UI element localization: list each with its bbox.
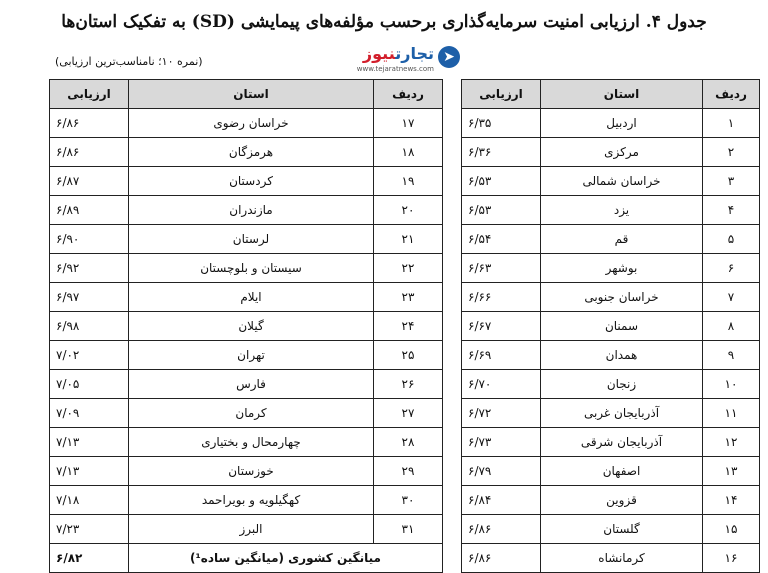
rank-header: ردیف [703, 80, 760, 109]
table-row [50, 196, 443, 225]
province-cell: سیستان و بلوچستان [129, 254, 374, 283]
province-cell: قزوین [541, 486, 703, 515]
score-cell: ۶/۹۷ [50, 283, 129, 312]
score-cell: ۷/۲۳ [50, 515, 129, 544]
province-cell: همدان [541, 341, 703, 370]
rank-cell: ۲ [703, 138, 760, 167]
score-cell: ۶/۸۶ [50, 109, 129, 138]
table-row [50, 341, 443, 370]
rank-cell: ۱۷ [374, 109, 443, 138]
rank-cell: ۱۳ [703, 457, 760, 486]
table-row [462, 312, 760, 341]
publisher-logo [330, 44, 460, 76]
score-cell: ۷/۰۲ [50, 341, 129, 370]
province-cell: البرز [129, 515, 374, 544]
rank-cell: ۷ [703, 283, 760, 312]
province-cell: زنجان [541, 370, 703, 399]
logo-name-part2: نیوز [362, 44, 396, 63]
score-header: ارزیابی [50, 80, 129, 109]
table-row [462, 109, 760, 138]
score-cell: ۷/۱۸ [50, 486, 129, 515]
score-cell: ۶/۹۸ [50, 312, 129, 341]
province-cell: خراسان رضوی [129, 109, 374, 138]
score-cell: ۶/۷۹ [462, 457, 541, 486]
table-row [462, 167, 760, 196]
rank-cell: ۱۰ [703, 370, 760, 399]
province-cell: هرمزگان [129, 138, 374, 167]
table-row [462, 225, 760, 254]
table-row [50, 486, 443, 515]
province-cell: آذربایجان غربی [541, 399, 703, 428]
province-cell: کردستان [129, 167, 374, 196]
province-cell: چهارمحال و بختیاری [129, 428, 374, 457]
rank-cell: ۲۰ [374, 196, 443, 225]
province-header: استان [129, 80, 374, 109]
rank-cell: ۲۴ [374, 312, 443, 341]
province-cell: کهگیلویه و بویراحمد [129, 486, 374, 515]
logo-icon: ➤ [438, 46, 460, 68]
rank-cell: ۲۵ [374, 341, 443, 370]
table-row [462, 486, 760, 515]
province-header: استان [541, 80, 703, 109]
province-cell: خوزستان [129, 457, 374, 486]
rank-cell: ۱۱ [703, 399, 760, 428]
national-average-row [50, 544, 443, 573]
score-cell: ۶/۹۰ [50, 225, 129, 254]
rank-cell: ۲۷ [374, 399, 443, 428]
rank-cell: ۲۶ [374, 370, 443, 399]
rank-cell: ۲۳ [374, 283, 443, 312]
table-title: جدول ۴. ارزیابی امنیت سرمایه‌گذاری برحسب مؤلفه‌های پیمایشی (SD) به تفکیک استان‌ها [61, 12, 707, 32]
rank-cell: ۳۰ [374, 486, 443, 515]
score-header: ارزیابی [462, 80, 541, 109]
score-cell: ۶/۸۹ [50, 196, 129, 225]
table-row [50, 167, 443, 196]
province-cell: لرستان [129, 225, 374, 254]
table-row [50, 225, 443, 254]
score-cell: ۶/۶۹ [462, 341, 541, 370]
rank-cell: ۲۸ [374, 428, 443, 457]
table-row [462, 341, 760, 370]
province-cell: خراسان شمالی [541, 167, 703, 196]
table-row [462, 370, 760, 399]
table-row [462, 399, 760, 428]
province-cell: مازندران [129, 196, 374, 225]
table-row [50, 109, 443, 138]
table-row [462, 457, 760, 486]
province-cell: تهران [129, 341, 374, 370]
province-cell: سمنان [541, 312, 703, 341]
score-cell: ۷/۰۹ [50, 399, 129, 428]
table-header-row [462, 80, 760, 109]
table-row [462, 254, 760, 283]
province-cell: کرمانشاه [541, 544, 703, 573]
province-cell: فارس [129, 370, 374, 399]
score-cell: ۶/۷۳ [462, 428, 541, 457]
province-cell: اردبیل [541, 109, 703, 138]
score-cell: ۷/۰۵ [50, 370, 129, 399]
table-row [50, 428, 443, 457]
table-row [50, 370, 443, 399]
score-cell: ۶/۹۲ [50, 254, 129, 283]
province-cell: آذربایجان شرقی [541, 428, 703, 457]
province-cell: بوشهر [541, 254, 703, 283]
rank-cell: ۱ [703, 109, 760, 138]
score-cell: ۷/۱۳ [50, 457, 129, 486]
table-row [462, 283, 760, 312]
rank-cell: ۳۱ [374, 515, 443, 544]
table-row [462, 138, 760, 167]
score-cell: ۶/۸۶ [462, 544, 541, 573]
rank-cell: ۱۸ [374, 138, 443, 167]
score-cell: ۶/۷۲ [462, 399, 541, 428]
table-row [462, 428, 760, 457]
logo-url: www.tejaratnews.com [356, 65, 434, 73]
score-cell: ۷/۱۳ [50, 428, 129, 457]
province-cell: یزد [541, 196, 703, 225]
score-cell: ۶/۵۴ [462, 225, 541, 254]
table-row [462, 515, 760, 544]
province-cell: گیلان [129, 312, 374, 341]
table-row [50, 283, 443, 312]
rank-cell: ۱۴ [703, 486, 760, 515]
rank-cell: ۳ [703, 167, 760, 196]
score-cell: ۶/۸۷ [50, 167, 129, 196]
table-row [50, 399, 443, 428]
right-table-body [462, 109, 760, 573]
province-cell: اصفهان [541, 457, 703, 486]
rank-cell: ۶ [703, 254, 760, 283]
score-cell: ۶/۸۶ [50, 138, 129, 167]
score-cell: ۶/۶۳ [462, 254, 541, 283]
table-row [50, 457, 443, 486]
score-cell: ۶/۶۶ [462, 283, 541, 312]
score-note: (نمره ۱۰؛ نامناسب‌ترین ارزیابی) [55, 55, 203, 68]
table-row [50, 312, 443, 341]
rank-cell: ۹ [703, 341, 760, 370]
table-row [50, 254, 443, 283]
province-cell: ایلام [129, 283, 374, 312]
score-cell: ۶/۸۶ [462, 515, 541, 544]
rank-cell: ۴ [703, 196, 760, 225]
province-cell: مرکزی [541, 138, 703, 167]
province-cell: قم [541, 225, 703, 254]
rank-cell: ۵ [703, 225, 760, 254]
score-cell: ۶/۵۳ [462, 196, 541, 225]
provinces-table-right [461, 79, 760, 573]
average-score: ۶/۸۲ [50, 544, 129, 573]
rank-header: ردیف [374, 80, 443, 109]
rank-cell: ۸ [703, 312, 760, 341]
score-cell: ۶/۵۳ [462, 167, 541, 196]
score-cell: ۶/۸۴ [462, 486, 541, 515]
table-row [50, 138, 443, 167]
rank-cell: ۲۱ [374, 225, 443, 254]
province-cell: کرمان [129, 399, 374, 428]
table-row [462, 544, 760, 573]
rank-cell: ۲۲ [374, 254, 443, 283]
rank-cell: ۱۵ [703, 515, 760, 544]
provinces-table-left [49, 79, 443, 573]
logo-name [363, 44, 434, 63]
province-cell: خراسان جنوبی [541, 283, 703, 312]
rank-cell: ۱۹ [374, 167, 443, 196]
rank-cell: ۲۹ [374, 457, 443, 486]
logo-name-part1: تجارت [395, 44, 434, 63]
table-row [50, 515, 443, 544]
table-row [462, 196, 760, 225]
score-cell: ۶/۷۰ [462, 370, 541, 399]
score-cell: ۶/۳۶ [462, 138, 541, 167]
average-label: میانگین کشوری (میانگین ساده¹) [129, 544, 443, 573]
rank-cell: ۱۶ [703, 544, 760, 573]
rank-cell: ۱۲ [703, 428, 760, 457]
table-header-row [50, 80, 443, 109]
score-cell: ۶/۳۵ [462, 109, 541, 138]
province-cell: گلستان [541, 515, 703, 544]
score-cell: ۶/۶۷ [462, 312, 541, 341]
left-table-body [50, 109, 443, 544]
